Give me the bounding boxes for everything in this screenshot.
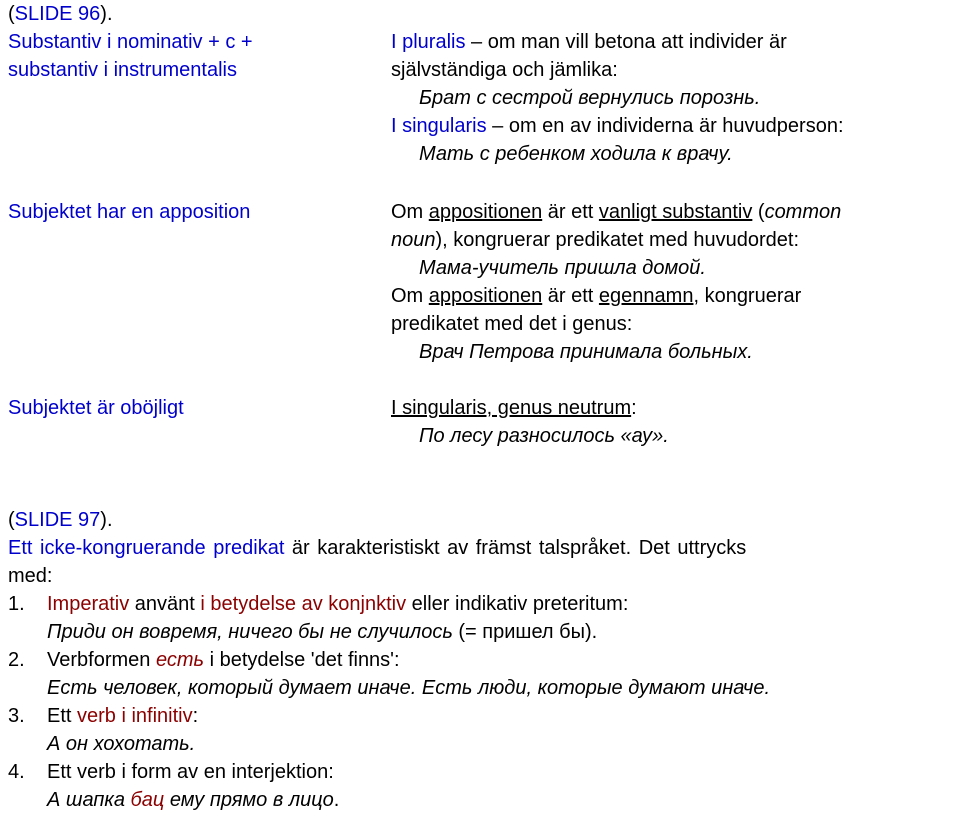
term-vanligt-substantiv: vanligt substantiv xyxy=(598,201,753,223)
term-singularis-neutrum: I singularis, genus neutrum xyxy=(391,397,632,419)
example-singular: Мать с ребенком ходила к врачу. xyxy=(419,143,733,165)
list-item-4: 4. xyxy=(8,761,25,783)
rule-proper-noun: Om appositionen är ett egennamn, kongruerar xyxy=(391,285,802,307)
example-common-noun: Мама-учитель пришла домой. xyxy=(419,257,706,279)
list-item-4-example: А шапка бац ему прямо в лицо. xyxy=(47,789,340,811)
term-appositionen-2: appositionen xyxy=(428,285,543,307)
list-item-3-example: А он хохотать. xyxy=(47,733,196,755)
list-item-4-text: Ett verb i form av en interjektion: xyxy=(47,761,334,783)
rule-singular: I singularis – om en av individerna är huvudperson: xyxy=(391,115,844,137)
slide-97-intro-cont: med: xyxy=(8,565,53,587)
slide-96-header: (SLIDE 96). xyxy=(8,3,113,25)
term-appositionen: appositionen xyxy=(428,201,543,223)
list-item-2-text: Verbformen есть i betydelse 'det finns': xyxy=(47,649,400,671)
example-neuter: По лесу разносилось «ау». xyxy=(419,425,669,447)
rule-common-noun-cont: noun), kongruerar predikatet med huvudordet: xyxy=(391,229,800,251)
keyword-non-agreeing-predicate: Ett icke-kongruerande predikat xyxy=(8,537,285,559)
list-item-2-example: Есть человек, который думает иначе. Есть люди, которые думают иначе. xyxy=(47,677,771,699)
list-item-1-example: Приди он вовремя, ничего бы не случилось (= пришел бы). xyxy=(47,621,598,643)
rule-neuter: I singularis, genus neutrum: xyxy=(391,397,637,419)
topic-indeclinable: Subjektet är oböjligt xyxy=(8,397,184,419)
term-egennamn: egennamn xyxy=(598,285,694,307)
list-item-2: 2. xyxy=(8,649,25,671)
topic-nominative-instrumental-line1: Substantiv i nominativ + с + xyxy=(8,31,253,53)
example-proper-noun: Врач Петрова принимала больных. xyxy=(419,341,753,363)
example-plural: Брат с сестрой вернулись порознь. xyxy=(419,87,761,109)
rule-plural: I pluralis – om man vill betona att individer är xyxy=(391,31,787,53)
list-item-1: 1. xyxy=(8,593,25,615)
slide-97-header: (SLIDE 97). xyxy=(8,509,113,531)
rule-proper-noun-cont: predikatet med det i genus: xyxy=(391,313,633,335)
topic-nominative-instrumental-line2: substantiv i instrumentalis xyxy=(8,59,237,81)
slide-97-label: SLIDE 97 xyxy=(14,509,101,531)
rule-common-noun: Om appositionen är ett vanligt substantiv (common xyxy=(391,201,842,223)
keyword-pluralis: I pluralis xyxy=(391,31,466,53)
list-item-3-text: Ett verb i infinitiv: xyxy=(47,705,199,727)
list-item-1-text: Imperativ använt i betydelse av konjnktiv eller indikativ preteritum: xyxy=(47,593,629,615)
keyword-singularis: I singularis xyxy=(391,115,487,137)
topic-apposition: Subjektet har en apposition xyxy=(8,201,251,223)
slide-96-label: SLIDE 96 xyxy=(14,3,101,25)
rule-plural-cont: självständiga och jämlika: xyxy=(391,59,618,81)
list-item-3: 3. xyxy=(8,705,25,727)
slide-97-intro: Ett icke-kongruerande predikat är karakteristiskt av främst talspråket. Det uttrycks xyxy=(8,537,747,559)
